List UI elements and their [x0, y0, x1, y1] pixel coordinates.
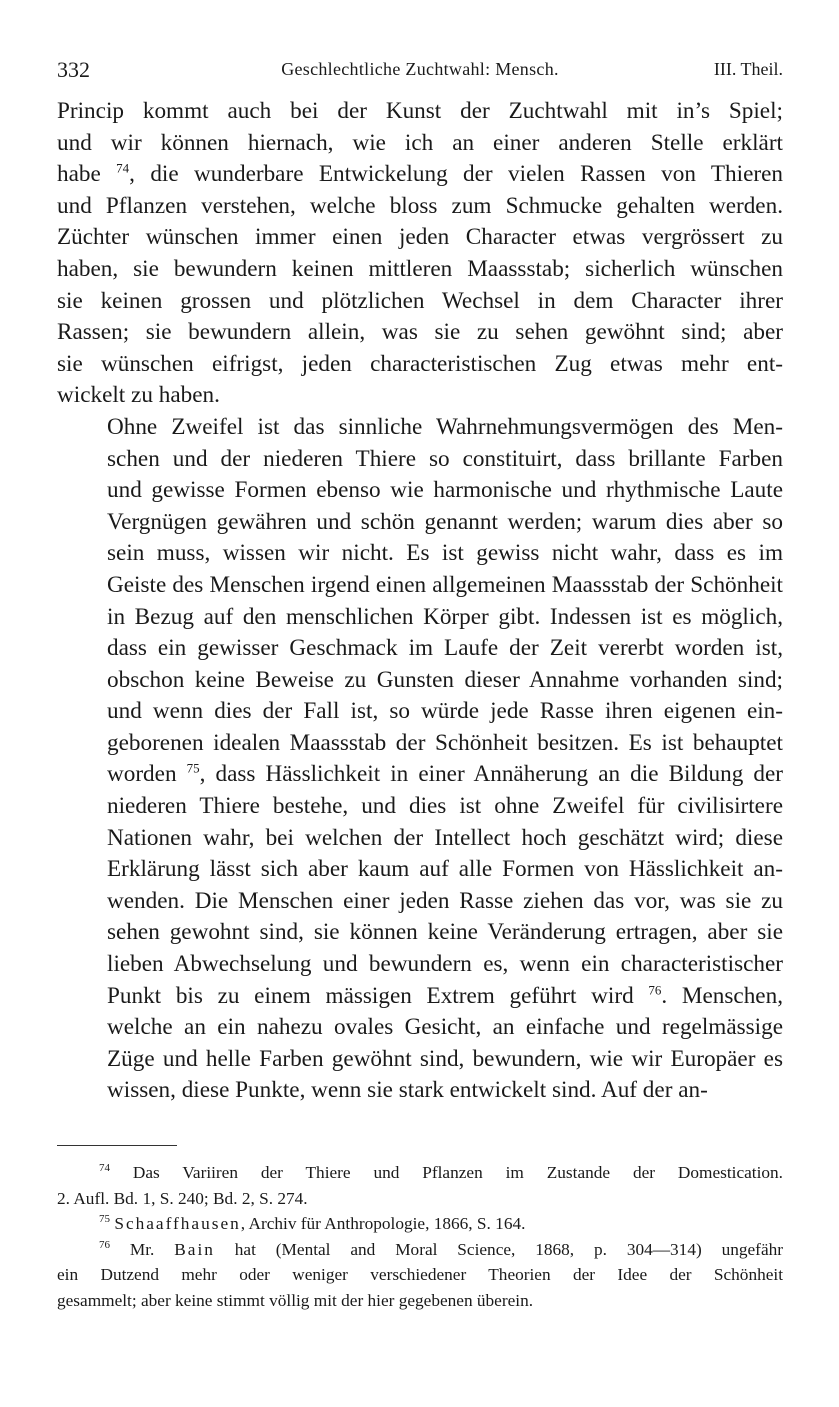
- footnote-separator: [57, 1145, 177, 1146]
- text-segment: Punkt bis zu einem mässigen Extrem geführt wird: [107, 982, 649, 1009]
- text-line: sie wünschen eifrigst, jeden characteristischen Zug etwas mehr ent-: [57, 350, 783, 377]
- footnote-author: Schaaffhausen: [114, 1214, 241, 1234]
- text-line: welche an ein nahezu ovales Gesicht, an einfache und regelmässige: [107, 1014, 783, 1041]
- text-line: dass ein gewisser Geschmack im Laufe der Zeit vererbt worden ist,: [107, 635, 783, 662]
- footnote-line: 2. Aufl. Bd. 1, S. 240; Bd. 2, S. 274.: [57, 1188, 308, 1208]
- footnote-mark: 74: [99, 1162, 110, 1175]
- text-line: lieben Abwechselung und bewundern es, wenn ein characteristischer: [107, 951, 783, 978]
- text-segment: worden: [107, 761, 187, 788]
- footnote-74: [57, 1160, 783, 1211]
- text-line: und wenn dies der Fall ist, so würde jede Rasse ihren eigenen ein-: [107, 698, 783, 725]
- text-line: sein muss, wissen wir nicht. Es ist gewiss nicht wahr, dass es im: [107, 540, 783, 567]
- footnote-76: [57, 1237, 783, 1314]
- part-label: III. Theil.: [713, 59, 783, 79]
- text-line: und wir können hiernach, wie ich an einer anderen Stelle erklärt: [57, 129, 783, 156]
- text-segment: . Menschen,: [661, 982, 783, 1009]
- text-line: niederen Thiere bestehe, und dies ist ohne Zweifel für civilisirtere: [107, 793, 783, 820]
- footnote-text: hat (Mental and Moral Science, 1868, p. 304—314) ungefähr: [214, 1239, 784, 1259]
- text-line: [57, 159, 783, 191]
- footnote-mark: 76: [99, 1239, 110, 1252]
- text-line: sie keinen grossen und plötzlichen Wechsel in dem Character ihrer: [57, 287, 783, 314]
- footnote-line: gesammelt; aber keine stimmt völlig mit der hier gegebenen überein.: [57, 1290, 534, 1310]
- text-line: [57, 759, 783, 791]
- text-segment: , dass Hässlichkeit in einer Annäherung an die Bildung der: [199, 761, 783, 788]
- text-line: wickelt zu haben.: [57, 382, 220, 409]
- footnote-mark: 75: [99, 1213, 110, 1226]
- text-line: wissen, diese Punkte, wenn sie stark entwickelt sind. Auf der an-: [107, 1077, 708, 1104]
- running-title: Geschlechtliche Zuchtwahl: Mensch.: [281, 59, 559, 79]
- text-line: Rassen; sie bewundern allein, was sie zu sehen gewöhnt sind; aber: [57, 319, 783, 346]
- footnote-line: [57, 1211, 783, 1237]
- footnote-line: [57, 1160, 783, 1186]
- text-line: obschon keine Beweise zu Gunsten dieser Annahme vorhanden sind;: [107, 666, 783, 693]
- footnote-reference[interactable]: 75: [186, 760, 200, 776]
- footnote-line: [57, 1237, 783, 1263]
- text-line: geborenen idealen Maassstab der Schönheit besitzen. Es ist behauptet: [107, 729, 783, 756]
- text-line: und gewisse Formen ebenso wie harmonische und rhythmische Laute: [107, 477, 783, 504]
- footnote-text: Das Variiren der Thiere und Pflanzen im Zustande der Domestication.: [132, 1163, 783, 1182]
- page-number: 332: [57, 57, 90, 82]
- text-line: Ohne Zweifel ist das sinnliche Wahrnehmungsvermögen des Men-: [107, 413, 783, 440]
- text-line: Princip kommt auch bei der Kunst der Zuchtwahl mit in’s Spiel;: [57, 98, 783, 124]
- footnote-author: Bain: [174, 1239, 215, 1259]
- main-text: [57, 96, 783, 1107]
- text-line: wenden. Die Menschen einer jeden Rasse ziehen das vor, was sie zu: [107, 887, 783, 914]
- footnote-reference[interactable]: 74: [116, 160, 130, 176]
- footnote-reference[interactable]: 76: [648, 981, 662, 997]
- footnote-author-prefix: Mr.: [129, 1239, 175, 1259]
- text-line: Geiste des Menschen irgend einen allgemeinen Maassstab der Schönheit: [107, 571, 783, 598]
- text-line: Züge und helle Farben gewöhnt sind, bewundern, wie wir Europäer es: [107, 1045, 783, 1072]
- text-line: sehen gewohnt sind, sie können keine Veränderung ertragen, aber sie: [107, 919, 783, 946]
- footnotes: [57, 1160, 783, 1314]
- text-line: Nationen wahr, bei welchen der Intellect hoch geschätzt wird; diese: [107, 824, 783, 851]
- text-line: Erklärung lässt sich aber kaum auf alle Formen von Hässlichkeit an-: [107, 856, 783, 883]
- paragraph: [57, 96, 783, 412]
- text-line: Züchter wünschen immer einen jeden Character etwas vergrössert zu: [57, 224, 783, 251]
- text-line: schen und der niederen Thiere so constituirt, dass brillante Farben: [107, 445, 783, 472]
- text-line: in Bezug auf den menschlichen Körper gibt. Indessen ist es möglich,: [107, 603, 783, 630]
- footnote-text: , Archiv für Anthropologie, 1866, S. 164.: [240, 1214, 526, 1234]
- paragraph: [57, 412, 783, 1107]
- footnote-line: ein Dutzend mehr oder weniger verschiedener Theorien der Idee der Schönheit: [57, 1265, 783, 1285]
- text-line: [57, 981, 783, 1013]
- text-line: haben, sie bewundern keinen mittleren Maassstab; sicherlich wünschen: [57, 255, 783, 282]
- page-header: [57, 55, 783, 89]
- text-line: Vergnügen gewähren und schön genannt werden; warum dies aber so: [107, 508, 783, 535]
- footnote-75: [57, 1211, 783, 1237]
- text-segment: , die wunderbare Entwickelung der vielen Rassen von Thieren: [129, 161, 783, 188]
- text-line: und Pflanzen verstehen, welche bloss zum Schmucke gehalten werden.: [57, 192, 783, 219]
- text-segment: habe: [57, 161, 117, 188]
